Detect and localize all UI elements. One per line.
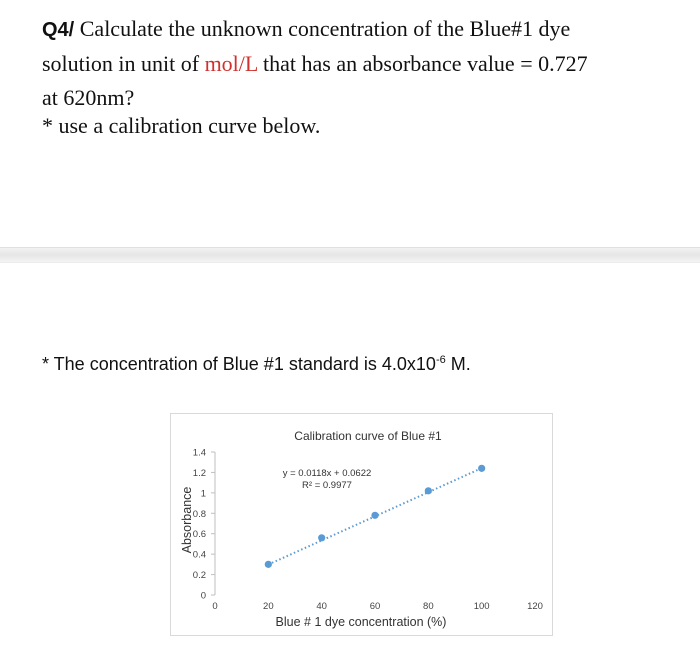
y-tick-label: 1.4 — [192, 447, 206, 459]
chart-svg — [171, 414, 552, 635]
x-tick-label: 120 — [527, 601, 543, 612]
standard-suffix: M. — [450, 354, 471, 374]
x-tick-label: 20 — [263, 601, 274, 612]
standard-prefix: * The concentration of Blue #1 standard is 4.0x10 — [42, 354, 436, 374]
question-text — [42, 12, 662, 115]
x-tick-label: 80 — [423, 601, 434, 612]
data-point — [478, 465, 485, 472]
standard-concentration — [42, 354, 471, 375]
y-axis-ticks — [193, 448, 215, 602]
data-point — [265, 561, 272, 568]
equation-label: y = 0.0118x + 0.0622 — [282, 468, 372, 479]
unit-highlight: mol/L — [204, 51, 258, 76]
calibration-chart — [170, 413, 553, 636]
data-points — [265, 465, 486, 568]
question-line-1 — [42, 12, 662, 47]
y-tick-label: 0.2 — [192, 570, 206, 582]
y-axis-label: Absorbance — [180, 486, 194, 554]
y-tick-label: 1.2 — [192, 467, 206, 479]
data-point — [318, 534, 325, 541]
y-tick-label: 1 — [200, 488, 206, 500]
y-tick-label: 0.4 — [192, 549, 206, 561]
y-tick-label: 0 — [200, 590, 206, 602]
chart-title: Calibration curve of Blue #1 — [294, 429, 442, 443]
data-point — [371, 512, 378, 519]
calibration-note: * use a calibration curve below. — [42, 113, 321, 138]
r2-label: R² = 0.9977 — [302, 480, 352, 491]
x-axis-ticks — [212, 601, 543, 612]
y-tick-label: 0.8 — [192, 508, 206, 520]
x-tick-label: 100 — [473, 601, 490, 612]
question-line-3: at 620nm? — [42, 85, 135, 110]
x-tick-label: 0 — [212, 601, 218, 612]
question-line-2 — [42, 47, 662, 81]
question-line-2-suffix: that has an absorbance value = 0.727 — [263, 51, 588, 76]
x-tick-label: 60 — [369, 601, 381, 612]
data-point — [425, 487, 432, 494]
question-line-2-prefix: solution in unit of — [42, 51, 200, 76]
y-tick-label: 0.6 — [192, 529, 206, 541]
question-label: Q4/ — [42, 19, 75, 41]
standard-exponent: -6 — [435, 354, 446, 366]
x-tick-label: 40 — [316, 601, 327, 612]
section-divider — [0, 247, 700, 263]
x-axis-label: Blue # 1 dye concentration (%) — [275, 615, 447, 629]
question-line-1-text: Calculate the unknown concentration of the Blue#1 dye — [79, 16, 571, 41]
